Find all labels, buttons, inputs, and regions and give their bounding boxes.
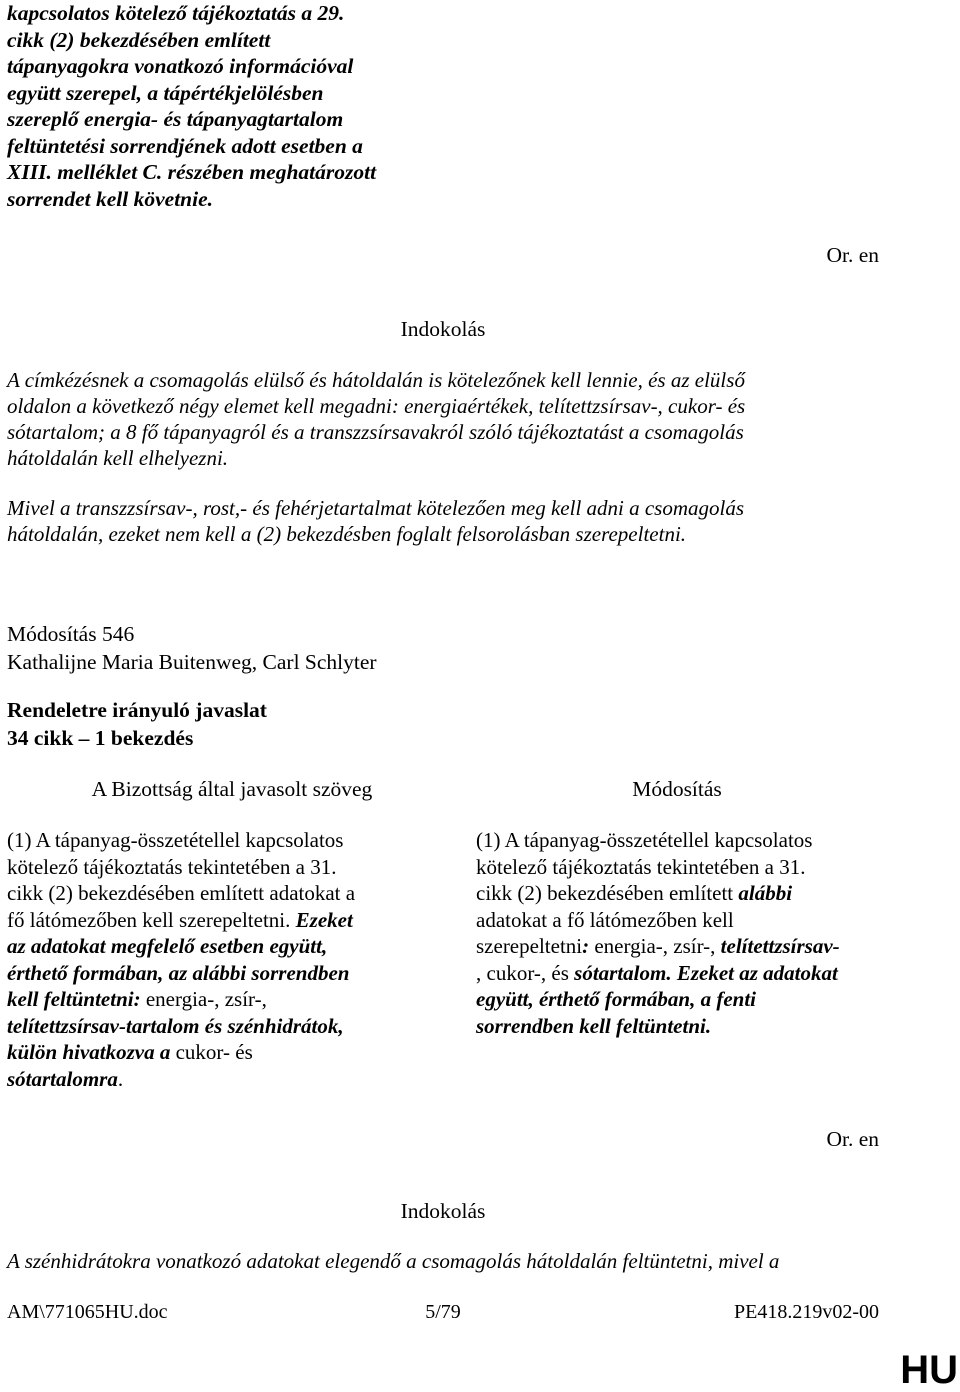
deleted-text: sótartalomra <box>7 1066 118 1091</box>
original-language-mark: Or. en <box>826 1127 879 1151</box>
justification-paragraph <box>7 367 745 471</box>
inserted-text: együtt, érthető formában, a fenti <box>476 987 756 1011</box>
text-line: cikk (2) bekezdésében említett adatokat a <box>7 881 356 905</box>
amendment-number: Módosítás 546 <box>7 622 135 646</box>
commission-text <box>7 827 355 1092</box>
inserted-text: telítettzsírsav- <box>720 934 840 958</box>
inserted-text: : <box>582 934 590 958</box>
deleted-text: érthető formában, az alábbi sorrendben <box>7 960 350 985</box>
text-line: együtt szerepel, a tápértékjelölésben <box>7 80 324 105</box>
amendment-text <box>476 827 840 1039</box>
justification-heading: Indokolás <box>400 1199 486 1223</box>
proposal-title: Rendeletre irányuló javaslat <box>7 698 267 722</box>
deleted-text: telítettzsírsav-tartalom és szénhidrátok, <box>7 1013 344 1038</box>
text-line: feltüntetési sorrendjének adott esetben a <box>7 133 363 158</box>
text-span: szerepeltetni <box>476 934 583 958</box>
amendment-reference <box>7 696 267 752</box>
text-line <box>476 880 840 907</box>
continued-amendment-text <box>7 0 376 212</box>
text-line: sótartalom; a 8 fő tápanyagról és a transzzsírsavakról szóló tájékoztatást a csomagolás <box>7 420 744 444</box>
text-line: cikk (2) bekezdésében említett <box>7 27 271 52</box>
text-line: kötelező tájékoztatás tekintetében a 31. <box>7 854 337 879</box>
text-line <box>7 1039 355 1066</box>
text-line: sorrendet kell követnie. <box>7 186 214 211</box>
text-span: . <box>117 1066 124 1091</box>
deleted-text: kell feltüntetni: <box>7 987 141 1011</box>
text-line: szereplő energia- és tápanyagtartalom <box>7 107 344 131</box>
footer-doc-reference: AM\771065HU.doc <box>7 1301 168 1323</box>
footer-pe-reference: PE418.219v02-00 <box>734 1301 879 1323</box>
deleted-text: Ezeket <box>295 907 353 932</box>
text-line: adatokat a fő látómezőben kell <box>476 907 734 932</box>
deleted-text: külön hivatkozva a <box>7 1040 171 1064</box>
text-line <box>476 933 840 960</box>
text-line: oldalon a következő négy elemet kell megadni: energiaértékek, telítettzsírsav-, cukor- és <box>7 394 746 418</box>
amendment-header <box>7 620 377 676</box>
commission-text-heading: A Bizottság által javasolt szöveg <box>91 777 373 801</box>
justification-paragraph <box>7 495 744 547</box>
inserted-text: alábbi <box>738 881 793 905</box>
text-line: hátoldalán kell elhelyezni. <box>7 446 229 470</box>
original-language-mark: Or. en <box>826 243 879 267</box>
text-line: hátoldalán, ezeket nem kell a (2) bekezdésben foglalt felsorolásban szerepeltetni. <box>7 522 687 546</box>
text-span: cikk (2) bekezdésében említett <box>476 881 739 905</box>
text-span: fő látómezőben kell szerepeltetni. <box>7 907 296 932</box>
deleted-text: az adatokat megfelelő esetben együtt, <box>7 934 328 958</box>
text-line <box>7 1066 355 1093</box>
text-span: energia-, zsír-, <box>589 934 721 958</box>
justification-paragraph: A szénhidrátokra vonatkozó adatokat elegendő a csomagolás hátoldalán feltüntetni, mivel a <box>7 1249 780 1273</box>
text-span: cukor- és <box>170 1040 253 1064</box>
text-line <box>7 907 355 934</box>
text-line <box>7 986 355 1013</box>
article-reference: 34 cikk – 1 bekezdés <box>7 726 194 750</box>
inserted-text: sorrendben kell feltüntetni. <box>476 1013 712 1038</box>
text-line: (1) A tápanyag-összetétellel kapcsolatos <box>7 828 344 852</box>
inserted-text: sótartalom. Ezeket az adatokat <box>574 960 838 985</box>
text-span: , cukor-, és <box>476 960 575 985</box>
text-line <box>476 960 840 987</box>
text-line: (1) A tápanyag-összetétellel kapcsolatos <box>476 828 813 852</box>
language-code: HU <box>900 1348 958 1392</box>
text-line: A címkézésnek a csomagolás elülső és hátoldalán is kötelezőnek kell lennie, és az elülső <box>7 368 745 392</box>
text-line: kapcsolatos kötelező tájékoztatás a 29. <box>7 1 345 25</box>
amendment-authors: Kathalijne Maria Buitenweg, Carl Schlyter <box>7 650 377 674</box>
text-line: XIII. melléklet C. részében meghatározott <box>7 160 377 184</box>
footer-page-number: 5/79 <box>425 1301 461 1323</box>
justification-heading: Indokolás <box>400 317 486 341</box>
text-span: energia-, zsír-, <box>140 987 267 1011</box>
text-line: kötelező tájékoztatás tekintetében a 31. <box>476 854 806 879</box>
text-line: tápanyagokra vonatkozó információval <box>7 54 354 78</box>
text-line: Mivel a transzzsírsav-, rost,- és fehérjetartalmat kötelezően meg kell adni a csomagolás <box>7 496 745 520</box>
amendment-text-heading: Módosítás <box>632 777 722 801</box>
